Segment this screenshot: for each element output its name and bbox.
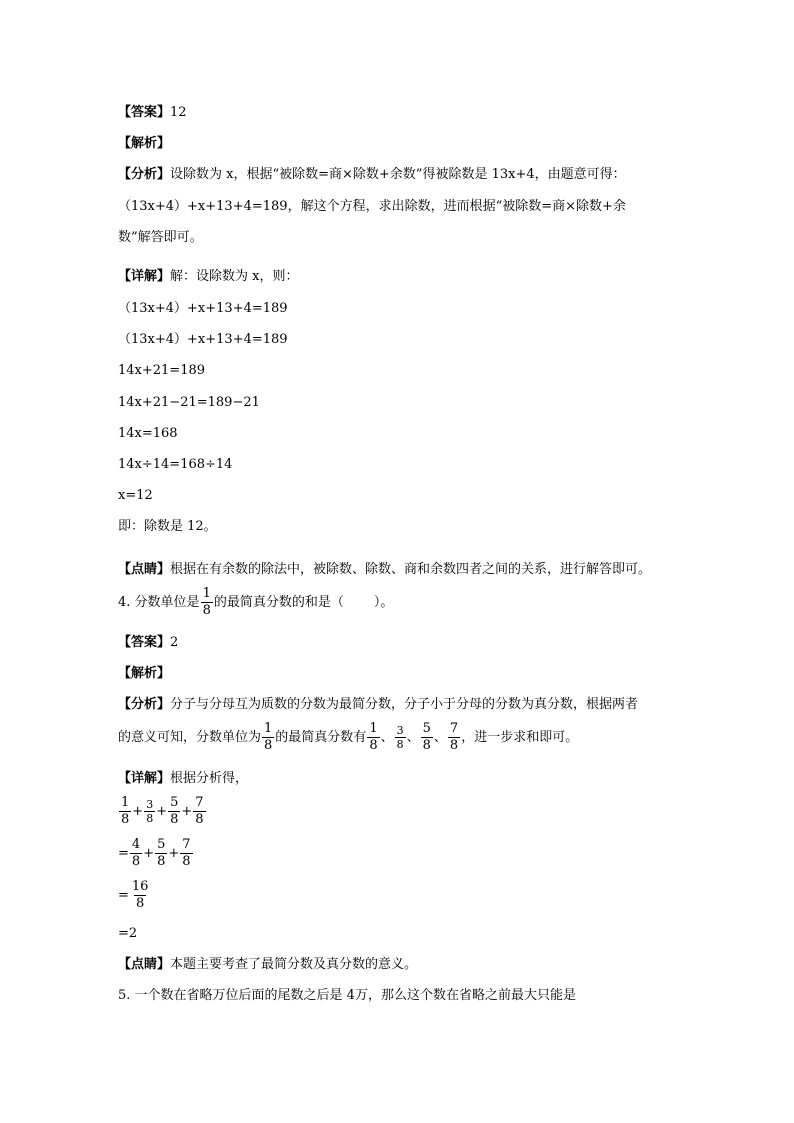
- q4-dianjing-line: 【点睛】本题主要考查了最简分数及真分数的意义。: [118, 957, 418, 972]
- q4-step2: = $\frac{4}{8}$ + $\frac{5}{8}$ + $\frac{7}{8}$: [118, 837, 191, 869]
- q3-fenxi-line1: 【分析】设除数为 x，根据“被除数=商×除数+余数”得被除数是 13x+4，由题意可得：: [118, 167, 626, 182]
- q5-question: 5. 一个数在省略万位后面的尾数之后是 4万，那么这个数在省略之前最大只能是: [118, 988, 576, 1003]
- fraction: $\frac{1}{8}$: [264, 721, 273, 753]
- q3-dianjing-line: 【点睛】根据在有余数的除法中，被除数、除数、商和余数四者之间的关系，进行解答即可。: [118, 562, 652, 577]
- fraction: $\frac{4}{8}$: [131, 837, 141, 869]
- xiangjie-tag: 【详解】: [118, 771, 171, 786]
- dianjing-tag: 【点睛】: [118, 957, 171, 972]
- analysis-tag: 【解析】: [118, 136, 171, 151]
- q3-xiangjie-line: 【详解】解：设除数为 x，则：: [118, 269, 299, 284]
- q3-step: （13x+4）+x+13+4=189: [118, 301, 288, 316]
- q4-question: 4. 分数单位是 $\frac{1}{8}$ 的最简真分数的和是（ ）。: [118, 586, 394, 618]
- q4-step4: =2: [118, 926, 138, 941]
- q3-step: 14x+21−21=189−21: [118, 395, 260, 410]
- q4-fenxi-line2: 的意义可知，分数单位为 $\frac{1}{8}$ 的最简真分数有 $\frac{1}{8}$ 、 $\frac{3}{8}$ 、 $\frac{5}{8}$ 、 $\frac{7}{8}$ ，进一步求和即可。: [118, 721, 579, 753]
- fraction: $\frac{1}{8}$: [369, 721, 378, 753]
- fraction: $\frac{5}{8}$: [157, 837, 166, 869]
- fraction: $\frac{3}{8}$: [396, 724, 404, 751]
- fraction: $\frac{7}{8}$: [195, 795, 204, 827]
- question-number: 4.: [118, 595, 131, 610]
- xiangjie-tag: 【详解】: [118, 269, 171, 284]
- fraction: $\frac{1}{8}$: [202, 586, 211, 618]
- q4-step1: $\frac{1}{8}$ + $\frac{3}{8}$ + $\frac{5}{8}$ + $\frac{7}{8}$: [121, 795, 204, 827]
- dianjing-tag: 【点睛】: [118, 562, 171, 577]
- q3-fenxi-line3: 数”解答即可。: [118, 230, 203, 245]
- q3-step: 14x+21=189: [118, 363, 206, 378]
- fraction: $\frac{1}{8}$: [121, 795, 130, 827]
- q3-conclusion: 即：除数是 12。: [118, 519, 217, 534]
- q4-fenxi-line1: 【分析】分子与分母互为质数的分数为最简分数，分子小于分母的分数为真分数，根据两者: [118, 697, 639, 712]
- q3-step: （13x+4）+x+13+4=189: [118, 332, 288, 347]
- answer-tag: 【答案】: [118, 635, 171, 650]
- q4-step3: = $\frac{16}{8}$: [118, 879, 149, 911]
- fraction: $\frac{7}{8}$: [449, 721, 459, 753]
- q4-xiangjie-line: 【详解】根据分析得，: [118, 771, 249, 786]
- fraction: $\frac{16}{8}$: [131, 879, 149, 911]
- fraction: $\frac{5}{8}$: [422, 721, 431, 753]
- fraction: $\frac{3}{8}$: [146, 798, 154, 825]
- answer-value: 2: [170, 635, 179, 650]
- fenxi-tag: 【分析】: [118, 167, 171, 182]
- q3-answer-line: [118, 104, 187, 122]
- analysis-tag: 【解析】: [118, 666, 171, 681]
- fraction: $\frac{5}{8}$: [170, 795, 179, 827]
- fenxi-tag: 【分析】: [118, 697, 171, 712]
- q3-step: 14x÷14=168÷14: [118, 457, 233, 472]
- fraction: $\frac{7}{8}$: [182, 837, 191, 869]
- answer-value: 12: [170, 105, 187, 120]
- q3-step: x=12: [118, 488, 153, 503]
- q3-fenxi-line2: （13x+4）+x+13+4=189，解这个方程，求出除数，进而根据“被除数=商×除数+余: [118, 199, 626, 214]
- q4-answer-line: [118, 634, 178, 652]
- answer-tag: 【答案】: [118, 105, 171, 120]
- question-number: 5.: [118, 988, 131, 1003]
- q3-step: 14x=168: [118, 426, 178, 441]
